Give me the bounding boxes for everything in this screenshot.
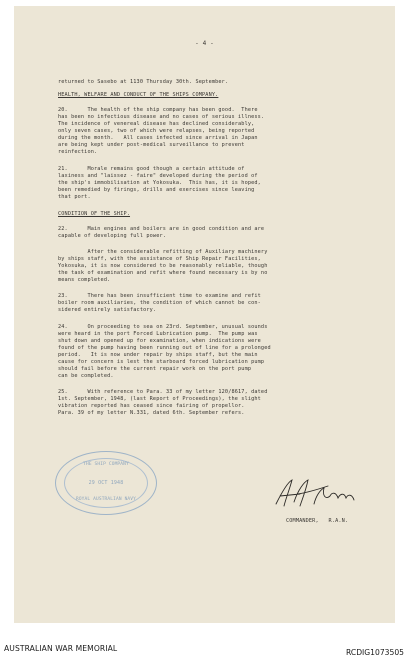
text-line: laxiness and "laissez - faire" developed during the period of: [58, 173, 258, 179]
section-heading: CONDITION OF THE SHIP.: [58, 211, 131, 217]
section-heading: HEALTH, WELFARE AND CONDUCT OF THE SHIPS COMPANY.: [58, 92, 219, 98]
text-line: 22. Main engines and boilers are in good condition and are: [58, 226, 265, 232]
text-line: Para. 39 of my letter N.331, dated 6th. September refers.: [58, 410, 245, 416]
text-line: boiler room auxiliaries, the condition of which cannot be con-: [58, 300, 261, 306]
text-line: the task of examination and refit where found necessary is by no: [58, 270, 268, 276]
record-code: RCDIG1073505: [346, 648, 404, 657]
text-line: were heard in the port Forced Lubrication pump. The pump was: [58, 331, 258, 337]
text-line: can be completed.: [58, 373, 114, 379]
text-line: returned to Sasebo at 1130 Thursday 30th. September.: [58, 79, 229, 85]
text-line: sidered entirely satisfactory.: [58, 307, 157, 313]
text-line: 25. With reference to Para. 33 of my letter 120/8617, dated: [58, 389, 268, 395]
commander-signature-line: COMMANDER, R.A.N.: [286, 518, 349, 524]
document-body: [14, 6, 395, 623]
text-line: vibration reported has ceased since fairing of propellor.: [58, 403, 245, 409]
page-number: - 4 -: [195, 40, 214, 47]
archive-footer: [0, 623, 410, 666]
stamp-bottom-text: ROYAL AUSTRALIAN NAVY: [75, 497, 137, 502]
text-line: during the month. All cases infected since arrival in Japan: [58, 135, 258, 141]
text-line: 20. The health of the ship company has been good. There: [58, 107, 258, 113]
text-line: Yokosuka, it is now considered to be reasonably reliable, though: [58, 263, 268, 269]
text-line: that port.: [58, 194, 91, 200]
text-line: are being kept under post-medical surveillance to prevent: [58, 142, 245, 148]
text-line: the ship's immobilisation at Yokosuka. This has, it is hoped,: [58, 180, 261, 186]
text-line: been remedied by firings, drills and exercises since leaving: [58, 187, 255, 193]
institution-label: AUSTRALIAN WAR MEMORIAL: [4, 644, 118, 653]
stamp-date: 29 OCT 1948: [88, 480, 124, 486]
text-line: capable of developing full power.: [58, 233, 167, 239]
text-line: only seven cases, two of which were relapses, being reported: [58, 128, 255, 134]
text-line: period. It is now under repair by ships staff, but the main: [58, 352, 258, 358]
text-line: should fail before the current repair work on the port pump: [58, 366, 252, 372]
document-page: [14, 6, 395, 623]
text-line: has been no infectious disease and no cases of serious illness.: [58, 114, 265, 120]
ink-stamp: [55, 451, 157, 515]
handwritten-signature: [270, 474, 360, 514]
text-line: cause for concern is lest the starboard forced lubrication pump: [58, 359, 265, 365]
text-line: The incidence of venereal disease has declined considerably,: [58, 121, 255, 127]
text-line: shut down and opened up for examination, when indications were: [58, 338, 261, 344]
text-line: 24. On proceeding to sea on 23rd. September, unusual sounds: [58, 324, 268, 330]
text-line: 21. Morale remains good though a certain attitude of: [58, 166, 245, 172]
text-line: After the considerable refitting of Auxiliary machinery: [58, 249, 268, 255]
text-line: 23. There has been insufficient time to examine and refit: [58, 293, 261, 299]
text-line: by ships staff, with the assistance of Ship Repair Facilities,: [58, 256, 261, 262]
text-line: means completed.: [58, 277, 111, 283]
stamp-top-text: THE SHIP COMPANY: [83, 462, 129, 467]
text-line: found of the pump having been running out of line for a prolonged: [58, 345, 271, 351]
text-line: 1st. September, 1948, (last Report of Proceedings), the slight: [58, 396, 261, 402]
text-line: reinfection.: [58, 149, 98, 155]
